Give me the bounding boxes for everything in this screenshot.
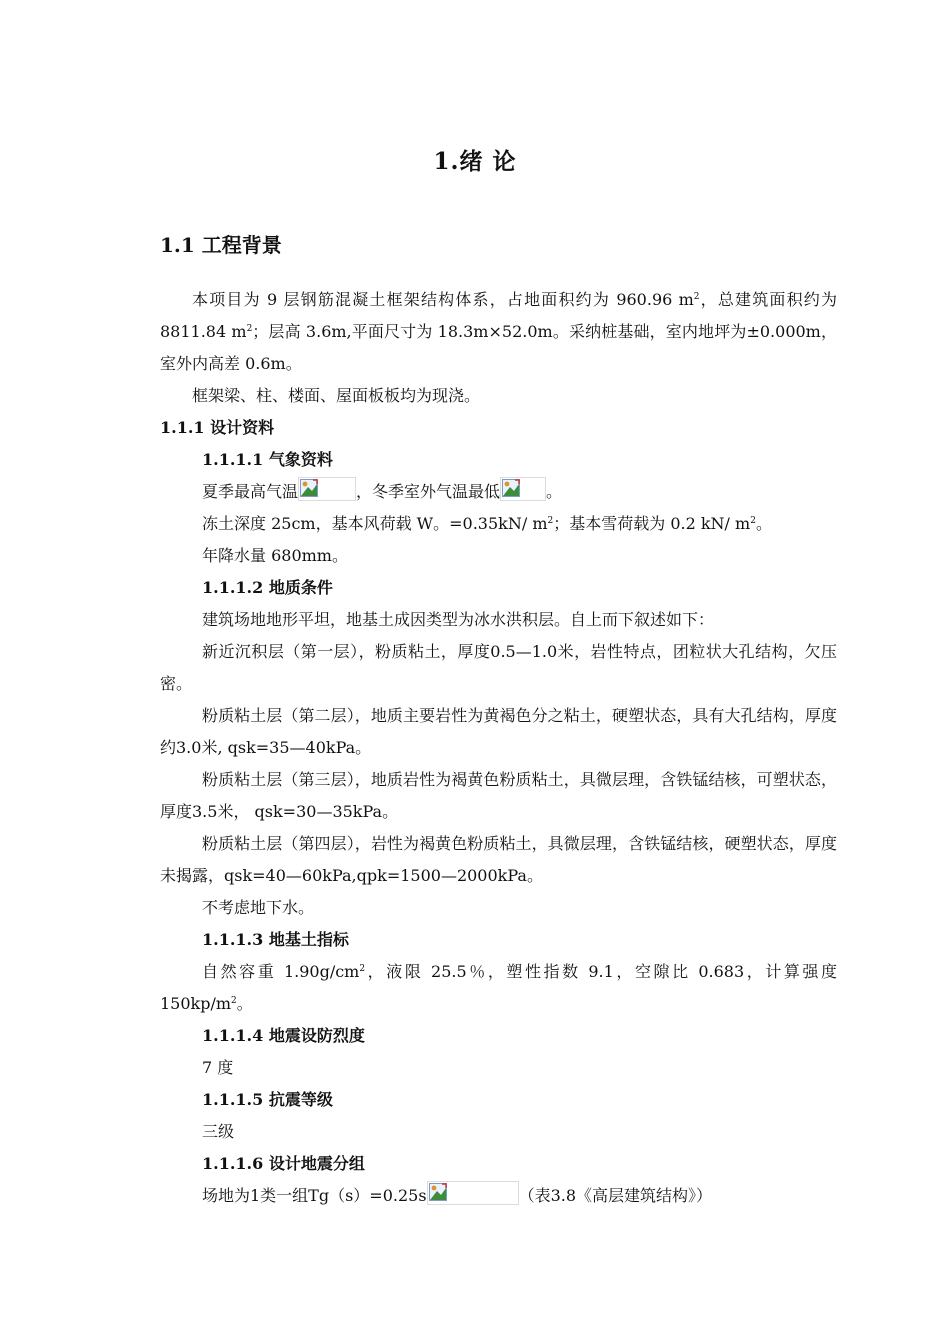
chapter-title: 1.绪 论 — [433, 148, 517, 175]
intro-paragraph-2: 框架梁、柱、楼面、屋面板板均为现浇。 — [192, 386, 481, 405]
geology-paragraph-2: 新近沉积层（第一层），粉质粘土，厚度0.5—1.0米，岩性特点，团粒状大孔结构，欠压密。 — [160, 642, 837, 693]
seismic-group-paragraph: 场地为1类一组Tg（s）=0.25s （表3.8《高层建筑结构》） — [160, 1180, 837, 1212]
soil-index-paragraph: 自然容重 $1.90g/cm^2$，液限 25.5％，塑性指数 9.1，空隙比 0.683，计算强度$150kp/m^2$。 — [160, 962, 837, 1013]
weather-line-3: 年降水量 680mm。 — [202, 546, 348, 565]
geology-paragraph-4: 粉质粘土层（第三层），地质岩性为褐黄色粉质粘土，具微层理，含铁锰结核，可塑状态，厚度3.5米， qsk=30—35kPa。 — [160, 770, 837, 821]
broken-image-icon — [500, 477, 546, 501]
broken-image-icon — [427, 1181, 519, 1205]
subsection-heading-design: 1.1.1 设计资料 — [160, 418, 275, 437]
geology-paragraph-6: 不考虑地下水。 — [202, 898, 315, 917]
heading-intensity: 1.1.1.4 地震设防烈度 — [202, 1026, 365, 1045]
intro-paragraph: 本项目为 9 层钢筋混凝土框架结构体系，占地面积约为 960.96 $m^2$，总建筑面积约为 8811.84 $m^2$；层高 3.6m,平面尺寸为 18.3m×52.0m。采纳桩基础，室内地坪为±0.000m，室外内高差 0.6m。 — [160, 290, 837, 373]
weather-line-1: 夏季最高气温 ，冬季室外气温最低 。 — [160, 476, 837, 508]
document-body — [160, 284, 837, 1212]
section-heading: 1.1 工程背景 — [160, 233, 282, 257]
heading-seismic-grade: 1.1.1.5 抗震等级 — [202, 1090, 333, 1109]
heading-geology: 1.1.1.2 地质条件 — [202, 578, 333, 597]
weather-line-2: 冻土深度 25cm，基本风荷载 W。=0.35kN/ $m^2$；基本雪荷载为 0.2 kN/ $m^2$。 — [202, 514, 772, 533]
heading-weather: 1.1.1.1 气象资料 — [202, 450, 333, 469]
heading-soil-index: 1.1.1.3 地基土指标 — [202, 930, 349, 949]
broken-image-icon — [298, 477, 356, 501]
geology-paragraph-1: 建筑场地地形平坦，地基土成因类型为冰水洪积层。自上而下叙述如下： — [202, 610, 715, 629]
heading-seismic-group: 1.1.1.6 设计地震分组 — [202, 1154, 365, 1173]
geology-paragraph-3: 粉质粘土层（第二层），地质主要岩性为黄褐色分之粘土，硬塑状态，具有大孔结构，厚度约3.0米, qsk=35—40kPa。 — [160, 706, 837, 757]
seismic-grade-value: 三级 — [202, 1122, 235, 1141]
intensity-value: 7 度 — [202, 1058, 234, 1077]
geology-paragraph-5: 粉质粘土层（第四层），岩性为褐黄色粉质粘土，具微层理，含铁锰结核，硬塑状态，厚度未揭露，qsk=40—60kPa,qpk=1500—2000kPa。 — [160, 834, 837, 885]
